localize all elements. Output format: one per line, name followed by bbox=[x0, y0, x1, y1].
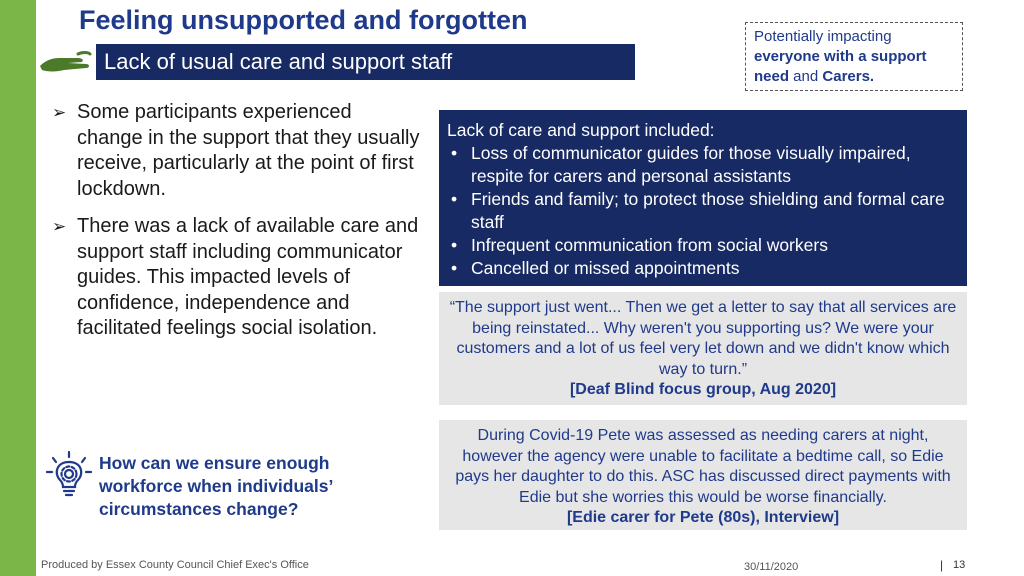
lightbulb-gear-icon bbox=[44, 450, 94, 500]
care-item: • Cancelled or missed appointments bbox=[451, 258, 740, 278]
impact-group: everyone with a support need bbox=[754, 48, 927, 85]
care-box-heading: Lack of care and support included: bbox=[447, 120, 715, 140]
arrow-bullet-icon: ➢ bbox=[52, 103, 67, 122]
footer-date: 30/11/2020 bbox=[744, 561, 799, 573]
care-item: • Loss of communicator guides for those visually impaired, respite for carers and personal assistants bbox=[451, 143, 911, 186]
quote-text: During Covid-19 Pete was assessed as needing carers at night, however the agency were unable to facilitate a bedtime call, so Edie pays her daughter to do this. ASC has discussed direct payments with Edie but she worries this would be worse financially. bbox=[455, 427, 951, 506]
care-box-list bbox=[447, 142, 959, 280]
impact-and: and bbox=[789, 68, 823, 85]
impact-carers: Carers. bbox=[822, 68, 875, 85]
arrow-bullet-icon: ➢ bbox=[52, 217, 67, 236]
impact-note bbox=[745, 22, 963, 91]
page-title: Feeling unsupported and forgotten bbox=[79, 5, 528, 35]
page-separator: | bbox=[940, 558, 944, 572]
care-item-text: Cancelled or missed appointments bbox=[471, 258, 740, 278]
quote-source: [Edie carer for Pete (80s), Interview] bbox=[566, 509, 840, 526]
quote-box-interview bbox=[439, 420, 967, 530]
bullet-text: Some participants experienced change in the support that they usually receive, particularly at the point of first lockdown. bbox=[77, 101, 420, 200]
accent-bar bbox=[0, 0, 36, 576]
care-support-box bbox=[439, 110, 967, 286]
bullet-text: There was a lack of available care and support staff including communicator guides. This impacted levels of confidence, independence and facilitated feelings social isolation. bbox=[77, 215, 419, 339]
subtitle-bar: Lack of usual care and support staff bbox=[96, 44, 635, 80]
quote-box-focus-group bbox=[439, 292, 967, 405]
care-item: • Infrequent communication from social workers bbox=[451, 235, 828, 255]
impact-line: Potentially impacting bbox=[754, 28, 892, 45]
quote-source: [Deaf Blind focus group, Aug 2020] bbox=[569, 381, 837, 398]
hand-icon bbox=[38, 48, 94, 76]
bullet-item bbox=[52, 100, 422, 202]
care-item: • Friends and family; to protect those shielding and formal care staff bbox=[451, 189, 945, 232]
care-item-text: Friends and family; to protect those shielding and formal care staff bbox=[471, 189, 945, 232]
care-item-text: Infrequent communication from social workers bbox=[471, 235, 828, 255]
footer-credit: Produced by Essex County Council Chief Exec's Office bbox=[41, 559, 309, 571]
bullet-item bbox=[52, 214, 422, 342]
page-number: 13 bbox=[953, 559, 966, 571]
quote-text: “The support just went... Then we get a letter to say that all services are being reinstated... Why weren't you supporting us? We were your customers and a lot of us feel very let down and we didn't know which way to turn.” bbox=[449, 299, 957, 378]
care-item-text: Loss of communicator guides for those visually impaired, respite for carers and personal assistants bbox=[471, 143, 911, 186]
bullet-list bbox=[52, 100, 422, 354]
workforce-question: How can we ensure enough workforce when individuals’ circumstances change? bbox=[99, 453, 333, 519]
